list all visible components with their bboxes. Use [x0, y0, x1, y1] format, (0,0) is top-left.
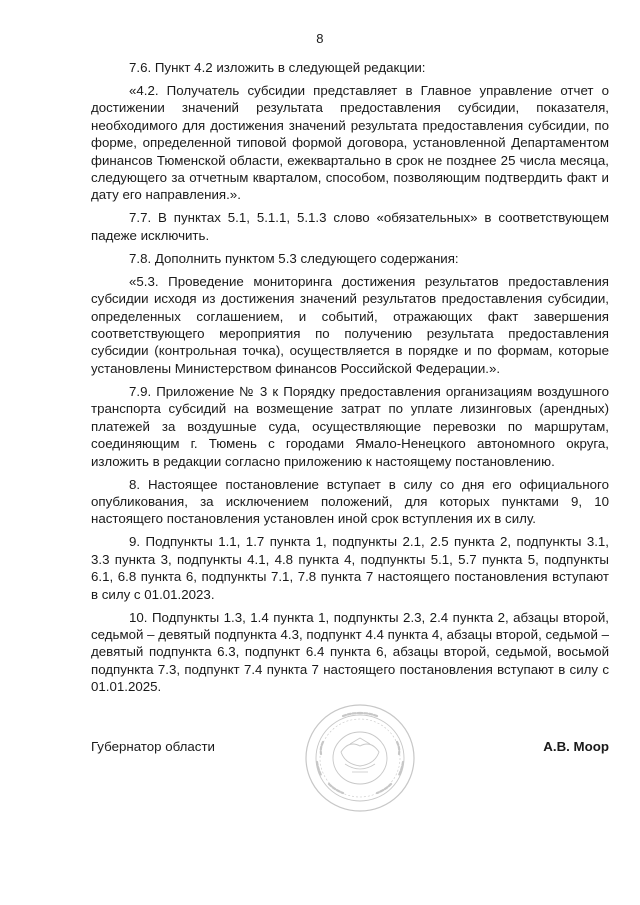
signatory-position: Губернатор области	[91, 739, 215, 754]
paragraph-7-7: 7.7. В пунктах 5.1, 5.1.1, 5.1.3 слово «обязательных» в соответствующем падеже исключить.	[91, 210, 609, 243]
paragraph-8: 8. Настоящее постановление вступает в силу со дня его официального опубликования, за исключением положений, для которых пунктами 9, 10 настоящего постановления установлен иной срок вступления их в силу.	[91, 476, 609, 527]
paragraph-7-9: 7.9. Приложение № 3 к Порядку предоставления организациям воздушного транспорта субсидий на возмещение затрат по уплате лизинговых (арендных) платежей за воздушные суда, осуществляющие перевозки по маршрутам, соединяющим г. Тюмень с городами Ямало-Ненецкого автономного округа, изложить в редакции согласно приложению к настоящему постановлению.	[91, 383, 609, 469]
page-number: 8	[316, 31, 324, 46]
signature-block	[91, 739, 609, 759]
document-body	[91, 59, 609, 696]
paragraph-9: 9. Подпункты 1.1, 1.7 пункта 1, подпункты 2.1, 2.5 пункта 2, подпункты 3.1, 3.3 пункта 3, подпункты 4.1, 4.8 пункта 4, подпункты 5.1, 5.7 пункта 5, подпункты 6.1, 6.8 пункта 6, подпункты 7.1, 7.8 пункта 7 настоящего постановления вступают в силу с 01.01.2023.	[91, 534, 609, 602]
paragraph-4-2-quote: «4.2. Получатель субсидии представляет в Главное управление отчет о достижении значений результата предоставления субсидии, показателя, необходимого для достижения значений результата предоставления субсидии, по форме, определенной типовой формой договора, установленной Департаментом финансов Тюменской области, ежеквартально в срок не позднее 25 числа месяца, следующего за отчетным кварталом, способом, позволяющим подтвердить факт и дату его направления.».	[91, 83, 609, 203]
signatory-name: А.В. Моор	[543, 739, 609, 754]
paragraph-7-8: 7.8. Дополнить пунктом 5.3 следующего содержания:	[129, 250, 459, 266]
paragraph-10: 10. Подпункты 1.3, 1.4 пункта 1, подпункты 2.3, 2.4 пункта 2, абзацы второй, седьмой – девятый подпункта 4.3, подпункт 4.4 пункта 4, абзацы второй, седьмой – девятый подпункта 6.3, подпункт 6.4 пункта 6, абзацы второй, седьмой, восьмой подпункта 7.3, подпункт 7.4 пункта 7 настоящего постановления вступают в силу с 01.01.2025.	[91, 609, 609, 695]
paragraph-5-3-quote: «5.3. Проведение мониторинга достижения результатов предоставления субсидии исходя из достижения значений результатов предоставления субсидии, определенных соглашением, и событий, отражающих факт завершения соответствующего мероприятия по получению результата предоставления субсидии (контрольная точка), осуществляется в порядке и по формам, которые установлены Министерством финансов Российской Федерации.».	[91, 273, 609, 376]
paragraph-7-6: 7.6. Пункт 4.2 изложить в следующей редакции:	[129, 60, 426, 75]
